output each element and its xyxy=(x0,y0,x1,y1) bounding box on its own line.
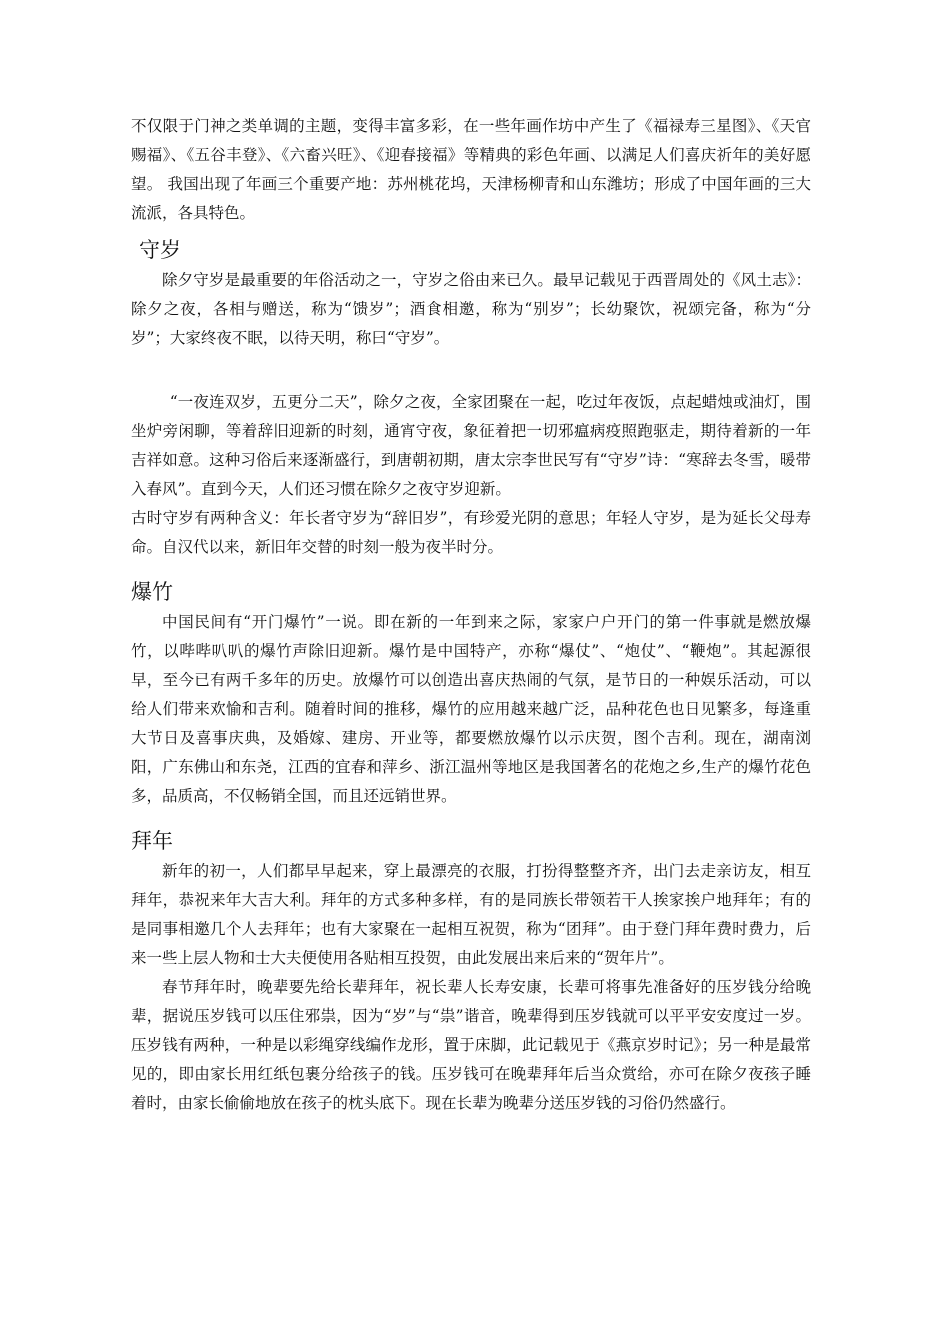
section-heading-shousui: 守岁 xyxy=(139,238,181,262)
intro-paragraph: 不仅限于门神之类单调的主题，变得丰富多彩，在一些年画作坊中产生了《福禄寿三星图》、《天官赐福》、《五谷丰登》、《六畜兴旺》、《迎春接福》等精典的彩色年画、以满足人们喜庆祈年的美好愿望。 我国出现了年画三个重要产地：苏州桃花坞，天津杨柳青和山东潍坊；形成了中国年画的三大流派，各具特色。 xyxy=(131,117,811,222)
section-heading-baozhu: 爆竹 xyxy=(131,580,173,604)
shousui-paragraph-2: “一夜连双岁，五更分二天”，除夕之夜，全家团聚在一起，吃过年夜饭，点起蜡烛或油灯，围坐炉旁闲聊，等着辞旧迎新的时刻，通宵守夜，象征着把一切邪瘟病疫照跑驱走，期待着新的一年吉祥如意。这种习俗后来逐渐盛行，到唐朝初期，唐太宗李世民写有“守岁”诗：“寒辞去冬雪，暖带入春风”。直到今天，人们还习惯在除夕之夜守岁迎新。 xyxy=(131,393,811,498)
spacer xyxy=(131,811,811,825)
document-page xyxy=(131,112,811,1118)
bainian-paragraph-2: 春节拜年时，晚辈要先给长辈拜年，祝长辈人长寿安康，长辈可将事先准备好的压岁钱分给晚辈，据说压岁钱可以压住邪祟，因为“岁”与“祟”谐音，晚辈得到压岁钱就可以平平安安度过一岁。压岁钱有两种，一种是以彩绳穿线编作龙形，置于床脚，此记载见于《燕京岁时记》；另一种是最常见的，即由家长用红纸包裹分给孩子的钱。压岁钱可在晚辈拜年后当众赏给，亦可在除夕夜孩子睡着时，由家长偷偷地放在孩子的枕头底下。现在长辈为晚辈分送压岁钱的习俗仍然盛行。 xyxy=(131,978,811,1112)
baozhu-paragraph-1: 中国民间有“开门爆竹”一说。即在新的一年到来之际，家家户户开门的第一件事就是燃放爆竹，以哔哔叭叭的爆竹声除旧迎新。爆竹是中国特产，亦称“爆仗”、“炮仗”、“鞭炮”。其起源很早，至今已有两千多年的历史。放爆竹可以创造出喜庆热闹的气氛，是节日的一种娱乐活动，可以给人们带来欢愉和吉利。随着时间的推移，爆竹的应用越来越广泛，品种花色也日见繁多，每逢重大节日及喜事庆典，及婚嫁、建房、开业等，都要燃放爆竹以示庆贺，图个吉利。现在，湖南浏阳，广东佛山和东尧，江西的宜春和萍乡、浙江温州等地区是我国著名的花炮之乡,生产的爆竹花色多，品质高，不仅畅销全国，而且还远销世界。 xyxy=(131,613,811,805)
shousui-paragraph-3: 古时守岁有两种含义：年长者守岁为“辞旧岁”，有珍爱光阴的意思；年轻人守岁，是为延长父母寿命。自汉代以来，新旧年交替的时刻一般为夜半时分。 xyxy=(131,509,811,556)
section-heading-bainian: 拜年 xyxy=(131,829,173,853)
shousui-paragraph-1: 除夕守岁是最重要的年俗活动之一，守岁之俗由来已久。最早记载见于西晋周处的《风土志》：除夕之夜，各相与赠送，称为“馈岁”；酒食相邀，称为“别岁”；长幼聚饮，祝颂完备，称为“分岁”；大家终夜不眠，以待天明，称曰“守岁”。 xyxy=(131,271,811,347)
spacer xyxy=(131,353,811,382)
spacer xyxy=(131,562,811,576)
bainian-paragraph-1: 新年的初一，人们都早早起来，穿上最漂亮的衣服，打扮得整整齐齐，出门去走亲访友，相互拜年，恭祝来年大吉大利。拜年的方式多种多样，有的是同族长带领若干人挨家挨户地拜年；有的是同事相邀几个人去拜年；也有大家聚在一起相互祝贺，称为“团拜”。由于登门拜年费时费力，后来一些上层人物和士大夫便使用各贴相互投贺，由此发展出来后来的“贺年片”。 xyxy=(131,862,811,967)
